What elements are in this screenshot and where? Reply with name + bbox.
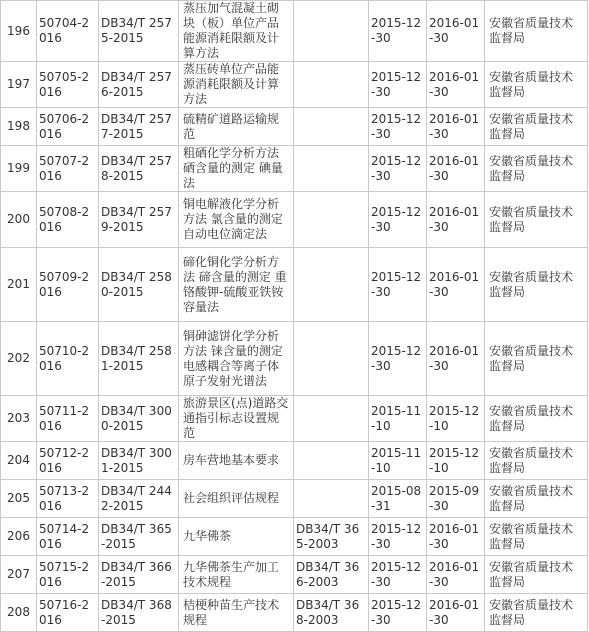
standard-number-cell: DB34/T 2581-2015 <box>99 322 179 396</box>
standard-number-cell: DB34/T 2580-2015 <box>99 248 179 322</box>
issuing-authority-cell: 安徽省质量技术监督局 <box>485 62 588 108</box>
replaced-standard-cell <box>294 396 369 442</box>
issue-date-cell: 2015-12-30 <box>369 192 427 248</box>
standard-name-cell: 硫精矿道路运输规范 <box>179 108 294 146</box>
standard-number-cell: DB34/T 365-2015 <box>99 518 179 556</box>
issuing-authority-cell: 安徽省质量技术监督局 <box>485 556 588 594</box>
standard-number-cell: DB34/T 3000-2015 <box>99 396 179 442</box>
row-index-cell: 206 <box>1 518 37 556</box>
issue-date-cell: 2015-12-30 <box>369 1 427 62</box>
row-index-cell: 202 <box>1 322 37 396</box>
standard-name-cell: 碲化铜化学分析方法 碲含量的测定 重铬酸钾-硫酸亚铁铵容量法 <box>179 248 294 322</box>
replaced-standard-cell: DB34/T 366-2003 <box>294 556 369 594</box>
issue-date-cell: 2015-12-30 <box>369 62 427 108</box>
standard-number-cell: DB34/T 3001-2015 <box>99 442 179 480</box>
plan-number-cell: 50706-2016 <box>37 108 99 146</box>
table-row <box>1 322 588 396</box>
plan-number-cell: 50712-2016 <box>37 442 99 480</box>
issuing-authority-cell: 安徽省质量技术监督局 <box>485 322 588 396</box>
table-row <box>1 396 588 442</box>
effective-date-cell: 2016-01-30 <box>427 62 485 108</box>
standard-name-cell: 铜砷滤饼化学分析方法 铼含量的测定 电感耦合等离子体原子发射光谱法 <box>179 322 294 396</box>
issuing-authority-cell: 安徽省质量技术监督局 <box>485 396 588 442</box>
effective-date-cell: 2016-01-30 <box>427 192 485 248</box>
effective-date-cell: 2016-01-30 <box>427 108 485 146</box>
standard-number-cell: DB34/T 368-2015 <box>99 594 179 632</box>
row-index-cell: 200 <box>1 192 37 248</box>
issue-date-cell: 2015-08-31 <box>369 480 427 518</box>
replaced-standard-cell <box>294 442 369 480</box>
replaced-standard-cell: DB34/T 368-2003 <box>294 594 369 632</box>
replaced-standard-cell <box>294 146 369 192</box>
table-body <box>1 1 588 632</box>
plan-number-cell: 50711-2016 <box>37 396 99 442</box>
issue-date-cell: 2015-11-10 <box>369 442 427 480</box>
issuing-authority-cell: 安徽省质量技术监督局 <box>485 1 588 62</box>
table-row <box>1 62 588 108</box>
row-index-cell: 207 <box>1 556 37 594</box>
replaced-standard-cell <box>294 192 369 248</box>
effective-date-cell: 2016-01-30 <box>427 248 485 322</box>
row-index-cell: 208 <box>1 594 37 632</box>
plan-number-cell: 50716-2016 <box>37 594 99 632</box>
effective-date-cell: 2016-01-30 <box>427 1 485 62</box>
table-row <box>1 1 588 62</box>
standard-name-cell: 社会组织评估规程 <box>179 480 294 518</box>
row-index-cell: 198 <box>1 108 37 146</box>
replaced-standard-cell <box>294 248 369 322</box>
standard-number-cell: DB34/T 2578-2015 <box>99 146 179 192</box>
plan-number-cell: 50708-2016 <box>37 192 99 248</box>
replaced-standard-cell <box>294 108 369 146</box>
standard-number-cell: DB34/T 366-2015 <box>99 556 179 594</box>
effective-date-cell: 2015-12-10 <box>427 442 485 480</box>
standard-name-cell: 房车营地基本要求 <box>179 442 294 480</box>
issue-date-cell: 2015-12-30 <box>369 518 427 556</box>
issuing-authority-cell: 安徽省质量技术监督局 <box>485 518 588 556</box>
row-index-cell: 196 <box>1 1 37 62</box>
row-index-cell: 197 <box>1 62 37 108</box>
standard-name-cell: 旅游景区(点)道路交通指引标志设置规范 <box>179 396 294 442</box>
table-row <box>1 442 588 480</box>
effective-date-cell: 2015-12-10 <box>427 396 485 442</box>
plan-number-cell: 50709-2016 <box>37 248 99 322</box>
issue-date-cell: 2015-12-30 <box>369 108 427 146</box>
plan-number-cell: 50705-2016 <box>37 62 99 108</box>
standard-name-cell: 九华佛茶 <box>179 518 294 556</box>
row-index-cell: 199 <box>1 146 37 192</box>
issuing-authority-cell: 安徽省质量技术监督局 <box>485 480 588 518</box>
standard-name-cell: 桔梗种苗生产技术规程 <box>179 594 294 632</box>
plan-number-cell: 50715-2016 <box>37 556 99 594</box>
table-row <box>1 594 588 632</box>
plan-number-cell: 50710-2016 <box>37 322 99 396</box>
issue-date-cell: 2015-12-30 <box>369 594 427 632</box>
effective-date-cell: 2016-01-30 <box>427 556 485 594</box>
standard-number-cell: DB34/T 2575-2015 <box>99 1 179 62</box>
issue-date-cell: 2015-12-30 <box>369 248 427 322</box>
table-row <box>1 248 588 322</box>
issuing-authority-cell: 安徽省质量技术监督局 <box>485 442 588 480</box>
table-row <box>1 518 588 556</box>
issue-date-cell: 2015-12-30 <box>369 556 427 594</box>
standard-name-cell: 蒸压砖单位产品能源消耗限额及计算方法 <box>179 62 294 108</box>
effective-date-cell: 2015-09-30 <box>427 480 485 518</box>
replaced-standard-cell <box>294 1 369 62</box>
standard-name-cell: 九华佛茶生产加工技术规程 <box>179 556 294 594</box>
plan-number-cell: 50714-2016 <box>37 518 99 556</box>
table-row <box>1 556 588 594</box>
table-row <box>1 192 588 248</box>
row-index-cell: 201 <box>1 248 37 322</box>
effective-date-cell: 2016-01-30 <box>427 146 485 192</box>
row-index-cell: 203 <box>1 396 37 442</box>
standard-number-cell: DB34/T 2442-2015 <box>99 480 179 518</box>
row-index-cell: 204 <box>1 442 37 480</box>
replaced-standard-cell <box>294 62 369 108</box>
effective-date-cell: 2016-01-30 <box>427 322 485 396</box>
issuing-authority-cell: 安徽省质量技术监督局 <box>485 108 588 146</box>
issuing-authority-cell: 安徽省质量技术监督局 <box>485 192 588 248</box>
replaced-standard-cell <box>294 322 369 396</box>
standard-number-cell: DB34/T 2576-2015 <box>99 62 179 108</box>
issue-date-cell: 2015-11-10 <box>369 396 427 442</box>
plan-number-cell: 50704-2016 <box>37 1 99 62</box>
standard-name-cell: 蒸压加气混凝土砌块（板）单位产品能源消耗限额及计算方法 <box>179 1 294 62</box>
table-row <box>1 108 588 146</box>
standard-number-cell: DB34/T 2579-2015 <box>99 192 179 248</box>
replaced-standard-cell <box>294 480 369 518</box>
replaced-standard-cell: DB34/T 365-2003 <box>294 518 369 556</box>
table-row <box>1 480 588 518</box>
standard-name-cell: 铜电解液化学分析方法 氯含量的测定 自动电位滴定法 <box>179 192 294 248</box>
plan-number-cell: 50707-2016 <box>37 146 99 192</box>
issue-date-cell: 2015-12-30 <box>369 146 427 192</box>
issue-date-cell: 2015-12-30 <box>369 322 427 396</box>
standard-number-cell: DB34/T 2577-2015 <box>99 108 179 146</box>
effective-date-cell: 2016-01-30 <box>427 594 485 632</box>
standard-name-cell: 粗硒化学分析方法 硒含量的测定 碘量法 <box>179 146 294 192</box>
effective-date-cell: 2016-01-30 <box>427 518 485 556</box>
issuing-authority-cell: 安徽省质量技术监督局 <box>485 594 588 632</box>
plan-number-cell: 50713-2016 <box>37 480 99 518</box>
row-index-cell: 205 <box>1 480 37 518</box>
issuing-authority-cell: 安徽省质量技术监督局 <box>485 146 588 192</box>
issuing-authority-cell: 安徽省质量技术监督局 <box>485 248 588 322</box>
table-row <box>1 146 588 192</box>
